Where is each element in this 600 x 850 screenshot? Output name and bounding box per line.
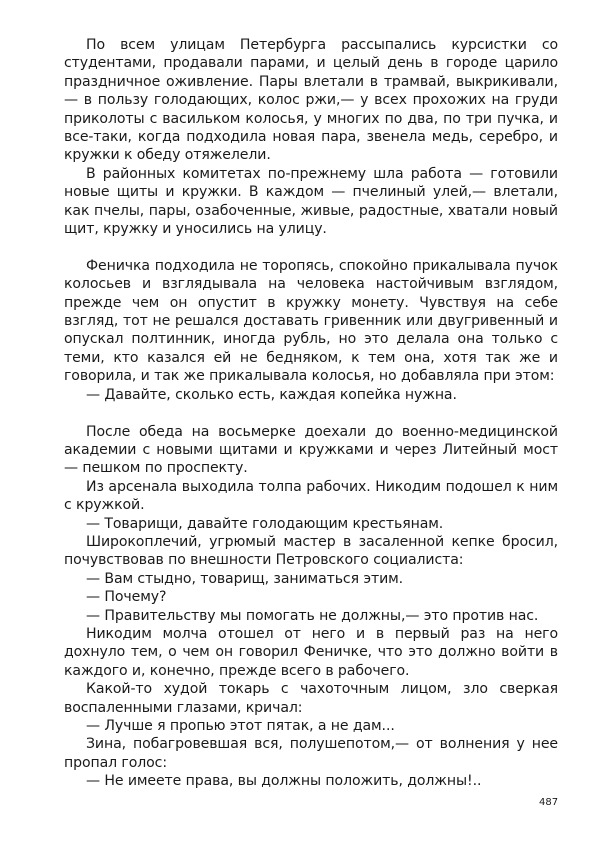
paragraph: В районных комитетах по-прежнему шла работа — готовили новые щиты и кружки. В каждом — пчелиный улей,— влетали, как пчелы, пары, озабоченные, живые, радостные, хватали новый щит, кружку и уносились на улицу.	[64, 165, 558, 238]
dialogue-line: — Вам стыдно, товарищ, заниматься этим.	[86, 570, 404, 587]
dialogue-line: — Правительству мы помогать не должны,— это против нас.	[86, 607, 539, 624]
dialogue-line: — Лучше я пропью этот пятак, а не дам...	[86, 718, 395, 734]
dialogue-line: — Давайте, сколько есть, каждая копейка нужна.	[86, 386, 457, 403]
body-text	[64, 36, 558, 791]
dialogue-line: — Почему?	[86, 589, 167, 606]
page-number: 487	[539, 797, 559, 808]
dialogue-line: — Не имеете права, вы должны положить, должны!..	[86, 773, 482, 790]
dialogue-line: — Товарищи, давайте голодающим крестьянам.	[86, 515, 444, 532]
paragraph: Какой-то худой токарь с чахоточным лицом, зло сверкая воспаленными глазами, кричал:	[64, 681, 558, 716]
paragraph: Широкоплечий, угрюмый мастер в засаленной кепке бросил, почувствовав по внешности Петровского социалиста:	[64, 533, 558, 569]
paragraph: Зина, побагровевшая вся, полушепотом,— от волнения у нее пропал голос:	[64, 736, 558, 771]
paragraph: Из арсенала выходила толпа рабочих. Никодим подошел к ним с кружкой.	[64, 478, 558, 514]
paragraph: Феничка подходила не торопясь, спокойно прикалывала пучок колосьев и взглядывала на человека настойчивым взглядом, прежде чем он опустит в кружку монету. Чувствуя на себе взгляд, тот не решался доставать гривенник или двугривенный и опускал полтинник, иногда рубль, но это делала она только с теми, кто казался ей не бедняком, к тем она, хотя так же и говорила, и так же прикалывала колосья, но добавляла при этом:	[64, 257, 558, 385]
paragraph: После обеда на восьмерке доехали до военно-медицинской академии с новыми щитами и кружками и через Литейный мост — пешком по проспекту.	[64, 423, 558, 477]
paragraph: Никодим молча отошел от него и в первый раз на него дохнуло тем, о чем он говорил Феничке, что это должно войти в каждого и, конечно, прежде всего в рабочего.	[64, 625, 558, 679]
paragraph: По всем улицам Петербурга рассыпались курсистки со студентами, продавали парами, и целый день в городе царило праздничное оживление. Пары влетали в трамвай, выкрикивали,— в пользу голодающих, колос ржи,— у всех прохожих на груди приколоты с васильком колосья, у многих по два, по три пучка, и все-таки, когда подходила новая пара, звенела медь, серебро, и кружки к обеду отяжелели.	[64, 37, 558, 164]
